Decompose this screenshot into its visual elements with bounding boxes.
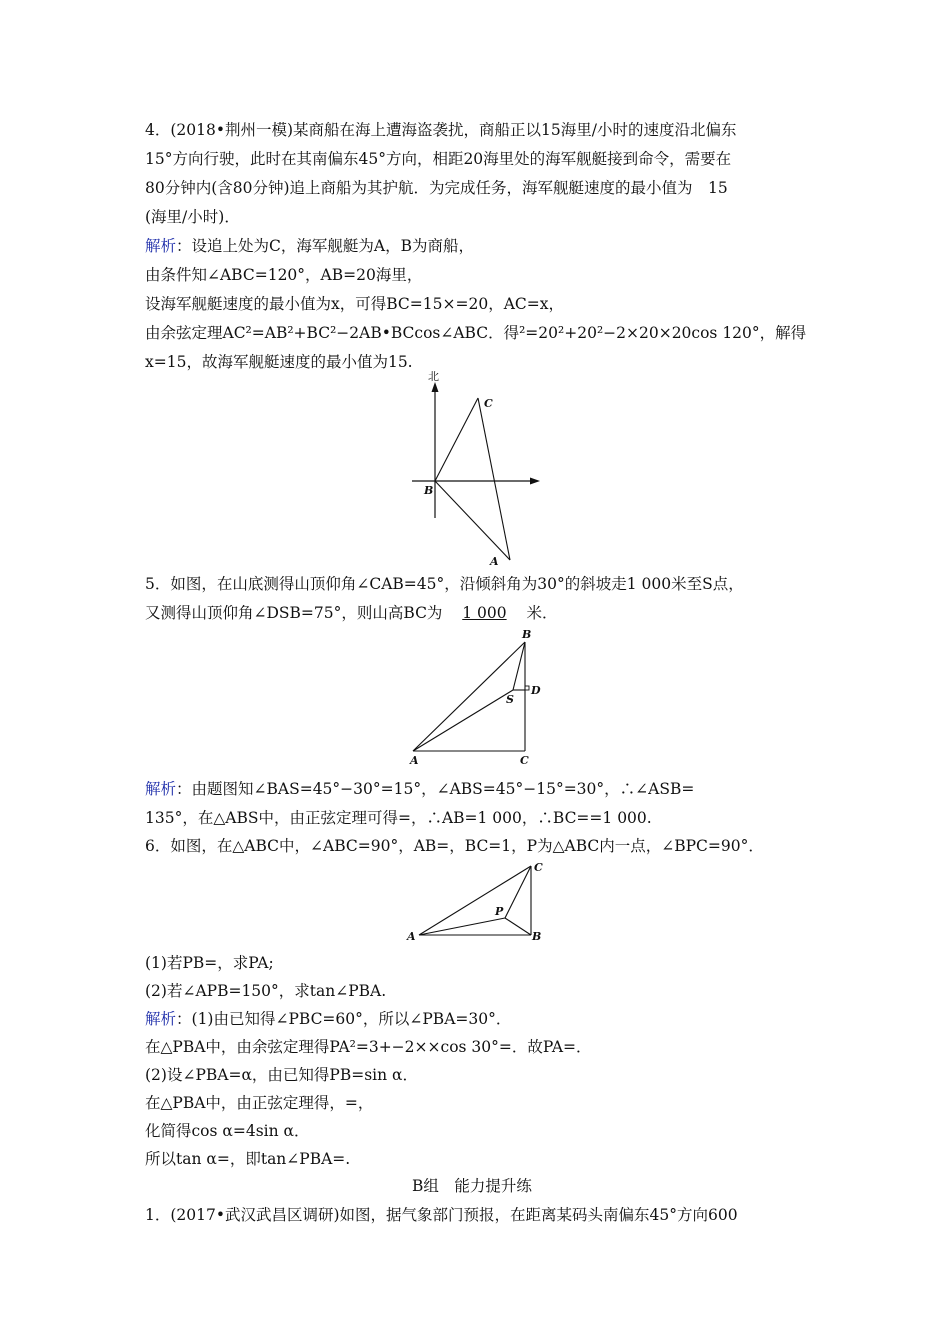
p6-figure xyxy=(405,858,555,948)
segment-PB xyxy=(505,918,531,935)
label-C: C xyxy=(484,397,493,410)
p4-solution-1: 解析：设追上处为C，海军舰艇为A，B为商船， xyxy=(145,237,474,255)
north-arrowhead xyxy=(432,382,439,392)
p5-figure xyxy=(405,626,555,768)
label-C: C xyxy=(534,861,543,874)
p4-solution-5: x=15，故海军舰艇速度的最小值为15. xyxy=(145,353,413,371)
p4-solution-2: 由条件知∠ABC=120°，AB=20海里， xyxy=(145,266,423,284)
jiexi-label: 解析 xyxy=(145,780,177,798)
b1-line-1: 1．(2017•武汉武昌区调研)如图，据气象部门预报，在距离某码头南偏东45°方向600 xyxy=(145,1206,738,1224)
segment-BC xyxy=(435,398,478,481)
label-C: C xyxy=(520,754,529,767)
segment-AS xyxy=(413,690,513,751)
p6-solution-2: 在△PBA中，由余弦定理得PA²=3+−2××cos 30°=．故PA=． xyxy=(145,1038,592,1056)
jiexi-label: 解析 xyxy=(145,237,177,255)
label-D: D xyxy=(531,684,541,697)
p4-line-1: 4．(2018•荆州一模)某商船在海上遭海盗袭扰，商船正以15海里/小时的速度沿北偏东 xyxy=(145,121,737,139)
p6-solution-5: 化简得cos α=4sin α． xyxy=(145,1122,310,1140)
label-B: B xyxy=(424,484,434,497)
p4-line-3: 80分钟内(含80分钟)追上商船为其护航．为完成任务，海军舰艇速度的最小值为 15 xyxy=(145,179,728,197)
segment-CA xyxy=(478,398,510,560)
p5-solution-2: 135°，在△ABS中，由正弦定理可得=，∴AB=1 000，∴BC==1 000. xyxy=(145,809,652,827)
segment-BA xyxy=(435,481,510,560)
p6-solution-6: 所以tan α=，即tan∠PBA=. xyxy=(145,1150,351,1168)
label-S: S xyxy=(506,693,514,706)
p5-line-1: 5．如图，在山底测得山顶仰角∠CAB=45°，沿倾斜角为30°的斜坡走1 000米至S点， xyxy=(145,575,744,593)
segment-SB xyxy=(513,642,525,690)
jiexi-label: 解析 xyxy=(145,1010,177,1028)
p4-line-2: 15°方向行驶，此时在其南偏东45°方向，相距20海里处的海军舰艇接到命令，需要在 xyxy=(145,150,732,168)
right-angle-mark xyxy=(525,686,529,690)
label-A: A xyxy=(410,754,419,767)
label-B: B xyxy=(522,628,532,641)
p6-solution-3: (2)设∠PBA=α，由已知得PB=sin α． xyxy=(145,1066,419,1084)
section-heading: B组 能力提升练 xyxy=(412,1177,532,1195)
p4-solution-4: 由余弦定理AC²=AB²+BC²−2AB•BCcos∠ABC．得²=20²+20²−2×20×20cos 120°，解得 xyxy=(145,324,807,342)
p4-figure xyxy=(400,368,560,568)
p6-question-2: (2)若∠APB=150°，求tan∠PBA. xyxy=(145,982,387,1000)
p4-line-4: (海里/小时)． xyxy=(145,208,240,226)
label-P: P xyxy=(495,905,504,918)
p6-solution-1: 解析：(1)由已知得∠PBC=60°，所以∠PBA=30°． xyxy=(145,1010,512,1028)
label-B: B xyxy=(532,930,542,943)
p6-question-1: (1)若PB=，求PA; xyxy=(145,954,274,972)
east-arrowhead xyxy=(530,478,540,485)
p6-line-1: 6．如图，在△ABC中，∠ABC=90°，AB=，BC=1，P为△ABC内一点，∠BPC=90°． xyxy=(145,837,764,855)
north-label: 北 xyxy=(428,370,439,383)
label-A: A xyxy=(407,930,416,943)
p5-answer: 1 000 xyxy=(462,604,507,622)
p5-solution-1: 解析：由题图知∠BAS=45°−30°=15°，∠ABS=45°−15°=30°，∴∠ASB= xyxy=(145,780,695,798)
p4-solution-3: 设海军舰艇速度的最小值为x，可得BC=15×=20，AC=x， xyxy=(145,295,564,313)
label-A: A xyxy=(490,555,499,568)
p6-solution-4: 在△PBA中，由正弦定理得，=， xyxy=(145,1094,374,1112)
p5-line-2: 又测得山顶仰角∠DSB=75°，则山高BC为 1 000 米． xyxy=(145,604,558,622)
